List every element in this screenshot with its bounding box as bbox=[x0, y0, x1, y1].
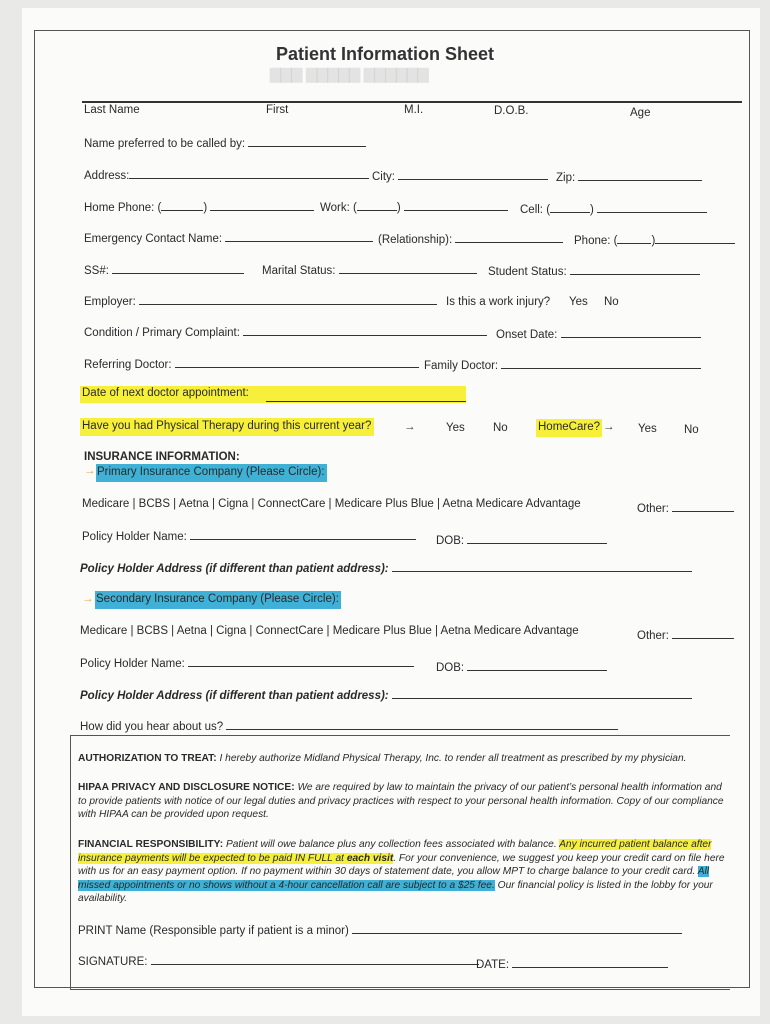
secondary-holder-address-label: Policy Holder Address (if different than patient address): bbox=[80, 687, 692, 703]
secondary-other-label: Other: bbox=[637, 627, 734, 643]
condition-label: Condition / Primary Complaint: bbox=[84, 324, 487, 340]
cell-area-code-field[interactable] bbox=[550, 201, 590, 213]
emergency-phone-field[interactable] bbox=[655, 232, 735, 244]
home-phone-label: Home Phone: ( ) bbox=[84, 199, 314, 215]
primary-holder-address-field[interactable] bbox=[392, 560, 692, 572]
preferred-name-field[interactable] bbox=[248, 135, 366, 147]
dob-label: D.O.B. bbox=[494, 105, 529, 117]
first-name-label: First bbox=[266, 104, 289, 116]
primary-other-label: Other: bbox=[637, 500, 734, 516]
secondary-holder-dob-field[interactable] bbox=[467, 659, 607, 671]
relationship-field[interactable] bbox=[455, 231, 563, 243]
referral-source-label: How did you hear about us? bbox=[80, 718, 618, 734]
work-phone-label: Work: ( ) bbox=[320, 199, 508, 215]
work-area-code-field[interactable] bbox=[357, 199, 397, 211]
secondary-holder-dob-label: DOB: bbox=[436, 659, 607, 675]
condition-field[interactable] bbox=[243, 324, 487, 336]
marital-status-label: Marital Status: bbox=[262, 262, 477, 278]
primary-holder-dob-label: DOB: bbox=[436, 532, 607, 548]
financial-responsibility: FINANCIAL RESPONSIBILITY: Patient will owe balance plus any collection fees associated with balance. Any incurred patient balance after insurance payments will be expected to be paid IN FULL at each visit. For your convenience, we suggest you keep your credit card on file here with us for an easy payment option. If no payment within 30 days of statement date, you allow MPT to charge balance to your credit card. All missed appointments or no shows without a 4-hour cancellation call are subject to a $25 fee. Our financial policy is listed in the lobby for your availability. bbox=[78, 839, 725, 904]
hipaa-notice: HIPAA PRIVACY AND DISCLOSURE NOTICE: We are required by law to maintain the privacy of our patient’s personal health information and to provide patients with notice of our legal duties and privacy practices with respect to your personal health information. Copy of our compliance with HIPAA can be provided upon request. bbox=[78, 782, 724, 820]
employer-field[interactable] bbox=[139, 293, 437, 305]
primary-insurance-label: Primary Insurance Company (Please Circle): bbox=[96, 464, 327, 482]
page-title: Patient Information Sheet bbox=[275, 44, 495, 64]
relationship-label: (Relationship): bbox=[378, 231, 563, 247]
emergency-contact-label: Emergency Contact Name: bbox=[84, 230, 373, 246]
age-label: Age bbox=[630, 107, 651, 119]
home-area-code-field[interactable] bbox=[161, 199, 203, 211]
arrow-icon: → bbox=[84, 465, 96, 477]
onset-date-field[interactable] bbox=[561, 326, 701, 338]
referral-source-field[interactable] bbox=[226, 718, 618, 730]
address-label: Address: bbox=[84, 167, 369, 183]
secondary-other-field[interactable] bbox=[672, 627, 734, 639]
secondary-insurance-label: Secondary Insurance Company (Please Circle): bbox=[95, 591, 341, 609]
authorization-statement: AUTHORIZATION TO TREAT: I hereby authorize Midland Physical Therapy, Inc. to render all treatment as prescribed by my physician. bbox=[78, 753, 687, 764]
insurance-heading: INSURANCE INFORMATION: bbox=[84, 451, 240, 463]
marital-status-field[interactable] bbox=[339, 262, 477, 274]
student-status-label: Student Status: bbox=[488, 263, 700, 279]
physical-therapy-question: Have you had Physical Therapy during this current year? bbox=[80, 418, 374, 436]
primary-holder-name-field[interactable] bbox=[190, 528, 416, 540]
arrow-icon: → bbox=[82, 593, 94, 605]
next-appointment-field[interactable] bbox=[266, 401, 466, 402]
onset-date-label: Onset Date: bbox=[496, 326, 701, 342]
secondary-holder-address-field[interactable] bbox=[392, 687, 692, 699]
student-status-field[interactable] bbox=[570, 263, 700, 275]
employer-label: Employer: bbox=[84, 293, 437, 309]
homecare-yes-option[interactable]: Yes bbox=[638, 423, 657, 435]
family-doctor-label: Family Doctor: bbox=[424, 357, 701, 373]
city-field[interactable] bbox=[398, 168, 548, 180]
arrow-icon: → bbox=[603, 421, 615, 433]
date-label: DATE: bbox=[476, 956, 668, 972]
signature-field[interactable] bbox=[151, 953, 479, 965]
arrow-icon: → bbox=[404, 421, 416, 433]
preferred-name-label: Name preferred to be called by: bbox=[84, 135, 366, 151]
bleed-through-text: ▇▇▇ ▇▇▇▇▇ ▇▇▇▇▇▇ bbox=[270, 66, 429, 82]
cell-phone-label: Cell: ( ) bbox=[520, 201, 707, 217]
print-name-field[interactable] bbox=[352, 922, 682, 934]
last-name-label: Last Name bbox=[84, 104, 140, 116]
ssn-label: SS#: bbox=[84, 262, 244, 278]
primary-holder-dob-field[interactable] bbox=[467, 532, 607, 544]
primary-holder-address-label: Policy Holder Address (if different than patient address): bbox=[80, 560, 692, 576]
home-phone-field[interactable] bbox=[210, 199, 314, 211]
primary-holder-name-label: Policy Holder Name: bbox=[82, 528, 416, 544]
pt-no-option[interactable]: No bbox=[493, 422, 508, 434]
name-row-line[interactable] bbox=[82, 101, 742, 103]
primary-insurance-options[interactable]: Medicare | BCBS | Aetna | Cigna | ConnectCare | Medicare Plus Blue | Aetna Medicare Advantage bbox=[82, 498, 581, 510]
emergency-phone-label: Phone: ( ) bbox=[574, 232, 735, 248]
referring-doctor-field[interactable] bbox=[175, 356, 419, 368]
middle-initial-label: M.I. bbox=[404, 104, 424, 116]
pt-yes-option[interactable]: Yes bbox=[446, 422, 465, 434]
city-label: City: bbox=[372, 168, 548, 184]
next-appointment-label: Date of next doctor appointment: bbox=[80, 386, 466, 403]
print-name-label: PRINT Name (Responsible party if patient is a minor) bbox=[78, 922, 682, 938]
date-field[interactable] bbox=[512, 956, 668, 968]
cell-phone-field[interactable] bbox=[597, 201, 707, 213]
work-phone-field[interactable] bbox=[404, 199, 508, 211]
zip-label: Zip: bbox=[556, 169, 702, 185]
zip-field[interactable] bbox=[578, 169, 702, 181]
address-field[interactable] bbox=[129, 167, 369, 179]
ssn-field[interactable] bbox=[112, 262, 244, 274]
family-doctor-field[interactable] bbox=[501, 357, 701, 369]
secondary-holder-name-label: Policy Holder Name: bbox=[80, 655, 414, 671]
emergency-area-code-field[interactable] bbox=[617, 232, 651, 244]
emergency-contact-field[interactable] bbox=[225, 230, 373, 242]
homecare-no-option[interactable]: No bbox=[684, 424, 699, 436]
primary-other-field[interactable] bbox=[672, 500, 734, 512]
work-injury-no[interactable]: No bbox=[604, 296, 619, 308]
work-injury-yes[interactable]: Yes bbox=[569, 296, 588, 308]
secondary-holder-name-field[interactable] bbox=[188, 655, 414, 667]
homecare-question: HomeCare? bbox=[536, 419, 602, 437]
referring-doctor-label: Referring Doctor: bbox=[84, 356, 419, 372]
signature-label: SIGNATURE: bbox=[78, 953, 479, 969]
secondary-insurance-options[interactable]: Medicare | BCBS | Aetna | Cigna | ConnectCare | Medicare Plus Blue | Aetna Medicare Advantage bbox=[80, 625, 579, 637]
work-injury-question: Is this a work injury? bbox=[446, 296, 551, 308]
